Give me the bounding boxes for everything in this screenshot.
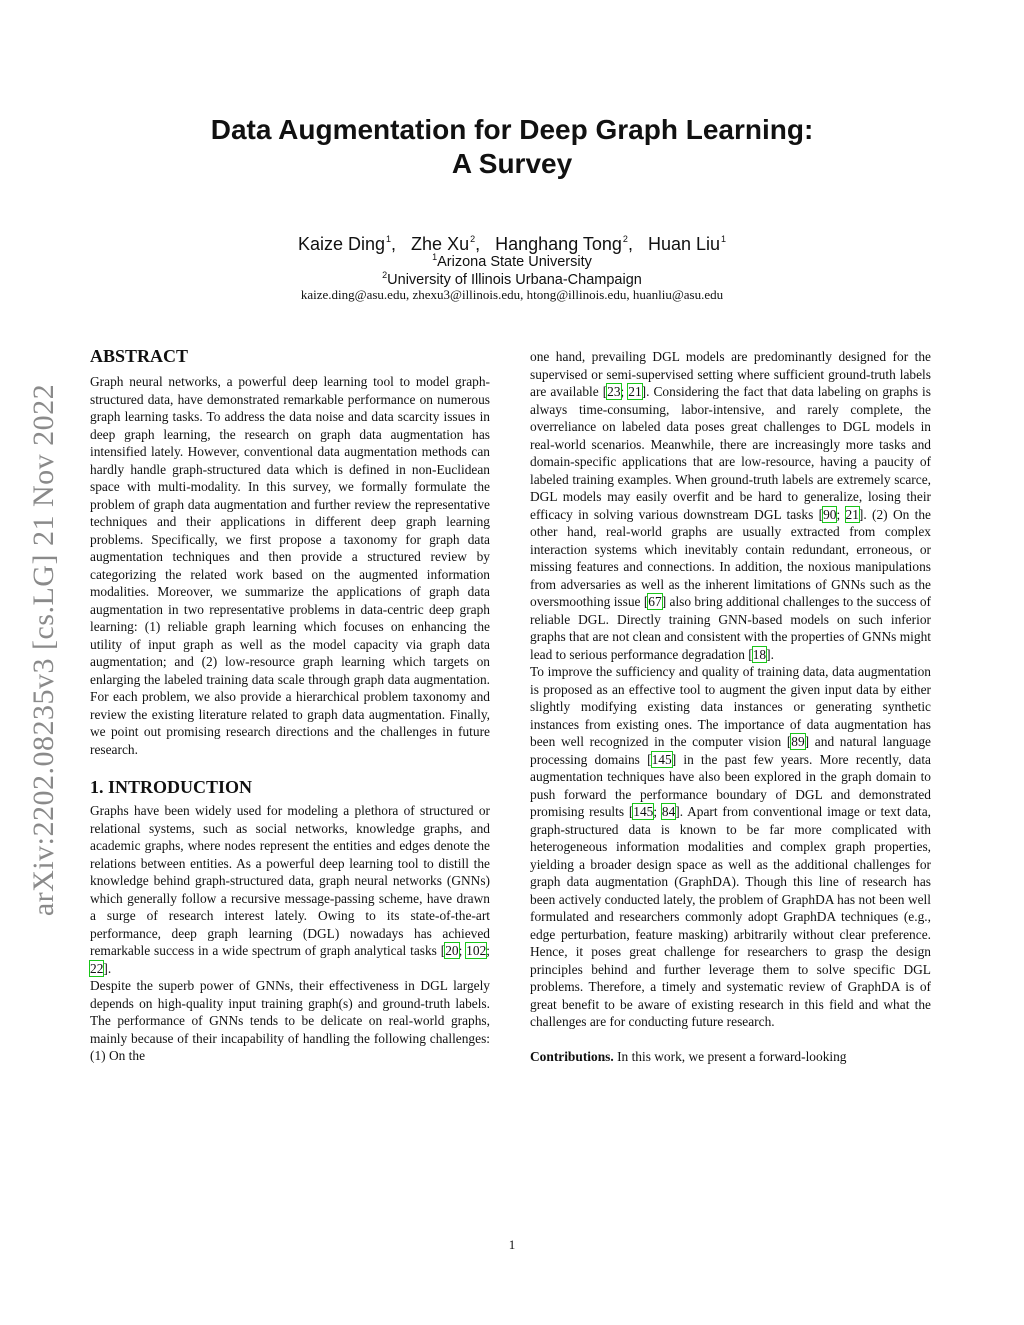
paragraph-text: in the past few years. More recently, data augmentation techniques have also been explored in the graph domain to push forward the performance boundary of DGL and demonstrated promising results — [530, 751, 931, 819]
affiliation-mark: 1 — [432, 252, 438, 262]
paper-title — [0, 113, 1024, 181]
citation-link[interactable]: 22 — [90, 960, 104, 976]
abstract-text: Graph neural networks, a powerful deep learning tool to model graph-structured data, have demonstrated remarkable performance on numerous graph learning tasks. To address the data noise and data scarcity issues in deep graph learning, the research on graph data augmentation has intensified lately. However, conventional data augmentation methods can hardly handle graph-structured data which is defined in non-Euclidean space with multi-modality. In this survey, we formally formulate the problem of graph data augmentation and further review the representative techniques and their applications in different deep graph learning problems. Specifically, we first propose a taxonomy for graph data augmentation techniques and then provide a structured review by categorizing the related work based on the augmented information modalities. Moreover, we summarize the applications of graph data augmentation in two representative problems in data-centric deep graph learning: (1) reliable graph learning which focuses on enhancing the utility of input graph as well as the model capacity via graph data augmentation; and (2) low-resource graph learning which targets on enlarging the labeled training data scale through graph data augmentation. For each problem, we also provide a hierarchical problem taxonomy and review the existing literature related to graph data augmentation. Finally, we point out promising research directions and the challenges in future research. — [90, 374, 490, 757]
right-paragraph-1: one hand, prevailing DGL models are predominantly designed for the supervised or semi-supervised setting where sufficient ground-truth labels are available [23; 21]. Considering the fact that data labeling on graphs is always time-consuming, labor-intensive, and rarely complete, the overreliance on labeled data poses great challenges to DGL models in real-world scenarios. Meanwhile, there are increasingly more tasks and domain-specific applications that are low-resource, having a paucity of labeled training examples. When ground-truth labels are extremely scarce, DGL models may easily overfit and be hard to generalize, losing their efficacy in solving various downstream DGL tasks [90; 21]. (2) On the other hand, real-world graphs are usually extracted from complex interaction systems which inevitably contain redundant, erroneous, or missing features and connections. In addition, the noxious manipulations from adversaries as well as the inherent limitations of GNNs such as the oversmoothing issue [67] also bring additional challenges to the success of reliable DGL. Directly training GNN-based models on such inferior graphs that are not clean and consistent with the properties of GNNs might lead to serious performance degradation [18]. — [530, 349, 931, 662]
citation-link[interactable]: 21 — [845, 506, 859, 522]
paragraph-text: . Considering the fact that data labeling on graphs is always time-consuming, labor-intensive, and rarely complete, the overreliance on labeled data poses great challenges to DGL models in real-world scenarios. Meanwhile, there are increasingly more tasks and domain-specific applications that are low-resource, having a paucity of labeled training examples. When ground-truth labels are extremely scarce, DGL models may easily overfit and be hard to generalize, losing their efficacy in solving various downstream DGL tasks — [530, 384, 931, 522]
title-line-2: A Survey — [451, 148, 573, 179]
right-column — [530, 348, 931, 1065]
author-affil-mark: 2 — [622, 234, 628, 244]
citation-link[interactable]: 145 — [633, 804, 654, 819]
paragraph-text: Graphs have been widely used for modeling a plethora of structured or relational systems, such as social networks, knowledge graphs, and academic graphs, where nodes represent the entities and edges denote the relations between entities. As a powerful deep learning tool to distill the knowledge behind graph-structured data, graph neural networks (GNNs) which generally follow a recursive message-passing scheme, have drawn a surge of research interest lately. Owing to its state-of-the-art performance, deep graph learning (DGL) nowadays has achieved remarkable success in a wide spectrum of graph analytical tasks — [90, 803, 490, 958]
paragraph-text: To improve the sufficiency and quality of training data, data augmentation is proposed as an effective tool to augment the given input data by either slightly modifying existing data instances or generating synthetic instances from existing ones. The importance of data augmentation has been well recognized in the computer vision — [530, 664, 931, 749]
author-affil-mark: 1 — [386, 234, 392, 244]
right-paragraph-2: To improve the sufficiency and quality of training data, data augmentation is proposed as an effective tool to augment the given input data by either slightly modifying existing data instances or generating synthetic instances from existing ones. The importance of data augmentation has been well recognized in the computer vision [89] and natural language processing domains [145] in the past few years. More recently, data augmentation techniques have also been explored in the graph domain to push forward the performance boundary of DGL and demonstrated promising results [145; 84]. Apart from conventional image or text data, graph-structured data is known to be far more complicated with heterogeneous information modalities and complex graph properties, yielding a broader design space as well as the additional challenges for graph data augmentation (GraphDA). Though this line of research has been actively conducted lately, the problem of GraphDA has not been well formulated and researchers commonly adopt GraphDA techniques (e.g., edge perturbation, feature masking) arbitrarily without clear preference. Hence, it poses great challenge for researchers to grasp the design principles behind and further leverage them to solve specific DGL problems. Therefore, a timely and systematic review of GraphDA is of great benefit to be aware of existing research in this field and what the challenges are for conducting future research. — [530, 664, 932, 1029]
contributions-label: Contributions. — [530, 1048, 614, 1064]
page-number: 1 — [508, 1237, 516, 1252]
citation-link[interactable]: 84 — [661, 804, 676, 819]
citation-link[interactable]: 145 — [651, 751, 672, 767]
author-emails: kaize.ding@asu.edu, zhexu3@illinois.edu, htong@illinois.edu, huanliu@asu.edu — [300, 287, 724, 302]
contributions-paragraph — [530, 1048, 931, 1066]
arxiv-identifier: arXiv:2202.08235v3 [cs.LG] 21 Nov 2022 — [27, 383, 60, 917]
citation-link[interactable]: 89 — [791, 734, 805, 749]
left-column — [90, 345, 490, 1065]
citation-link[interactable]: 90 — [823, 506, 837, 522]
citation-link[interactable]: 23 — [607, 384, 621, 399]
citation-link[interactable]: 21 — [628, 384, 642, 399]
affiliation-mark: 2 — [382, 270, 388, 280]
abstract-heading: ABSTRACT — [90, 346, 189, 366]
introduction-heading: 1. INTRODUCTION — [90, 777, 253, 797]
paragraph-text: also bring additional challenges to the success of reliable DGL. Directly training GNN-based models on such inferior graphs that are not clean and consistent with the properties of GNNs might lead to serious performance degradation — [530, 594, 931, 662]
citation-link[interactable]: 67 — [648, 594, 662, 609]
author-name: Huan Liu — [647, 234, 721, 254]
citation-link[interactable]: 18 — [752, 646, 767, 662]
affiliation-name: University of Illinois Urbana-Champaign — [387, 272, 642, 288]
arxiv-side-stamp — [14, 350, 74, 950]
affiliation-2 — [0, 267, 1024, 289]
author-affil-mark: 1 — [721, 234, 727, 244]
paragraph-text: and natural language processing domains — [530, 734, 931, 767]
citation-link[interactable]: 20 — [445, 943, 459, 958]
title-line-1: Data Augmentation for Deep Graph Learning: — [210, 114, 814, 145]
author-name: Hanghang Tong — [495, 234, 622, 254]
author-name: Zhe Xu — [411, 234, 470, 254]
author-list: Kaize Ding$^1$, Zhe Xu$^2$, Hanghang Tong$^2$, Huan Liu$^1$ — [297, 234, 727, 254]
author-affil-mark: 2 — [470, 234, 476, 244]
intro-paragraph-2: Despite the superb power of GNNs, their effectiveness in DGL largely depends on high-quality input training graph(s) and ground-truth labels. The performance of GNNs tends to be delicate on real-world graphs, mainly because of their incapability of handling the following challenges: (1) On the — [90, 978, 490, 1063]
affiliation-name: Arizona State University — [437, 254, 592, 270]
paragraph-text: In this work, we present a forward-looking — [613, 1048, 847, 1064]
author-name: Kaize Ding — [297, 234, 386, 254]
paragraph-text: . Apart from conventional image or text data, graph-structured data is known to be far more complicated with heterogeneous information modalities and complex graph properties, yielding a broader design space as well as the additional challenges for graph data augmentation (GraphDA). Though this line of research has been actively conducted lately, the problem of GraphDA has not been well formulated and researchers commonly adopt GraphDA techniques (e.g., edge perturbation, feature masking) arbitrarily without clear preference. Hence, it poses great challenge for researchers to grasp the design principles behind and further leverage them to solve specific DGL problems. Therefore, a timely and systematic review of GraphDA is of great benefit to be aware of existing research in this field and what the challenges are for conducting future research. — [530, 804, 932, 1029]
intro-paragraph-1: Graphs have been widely used for modeling a plethora of structured or relational systems, such as social networks, knowledge graphs, and academic graphs, where nodes represent the entities and edges denote the relations between entities. As a powerful deep learning tool to distill the knowledge behind graph-structured data, graph neural networks (GNNs) which generally follow a recursive message-passing scheme, have drawn a surge of research interest lately. Owing to its state-of-the-art performance, deep graph learning (DGL) nowadays has achieved remarkable success in a wide spectrum of graph analytical tasks [20; 102; 22]. — [90, 803, 490, 976]
paragraph-text: one hand, prevailing DGL models are predominantly designed for the supervised or semi-supervised setting where sufficient ground-truth labels are available — [530, 349, 931, 399]
citation-link[interactable]: 102 — [466, 943, 487, 958]
paragraph-text: . (2) On the other hand, real-world graphs are usually extracted from complex interaction systems which inevitably contain redundant, erroneous, or missing features and connections. In addition, the noxious manipulations from adversaries as well as the inherent limitations of GNNs such as the oversmoothing issue — [530, 506, 931, 609]
